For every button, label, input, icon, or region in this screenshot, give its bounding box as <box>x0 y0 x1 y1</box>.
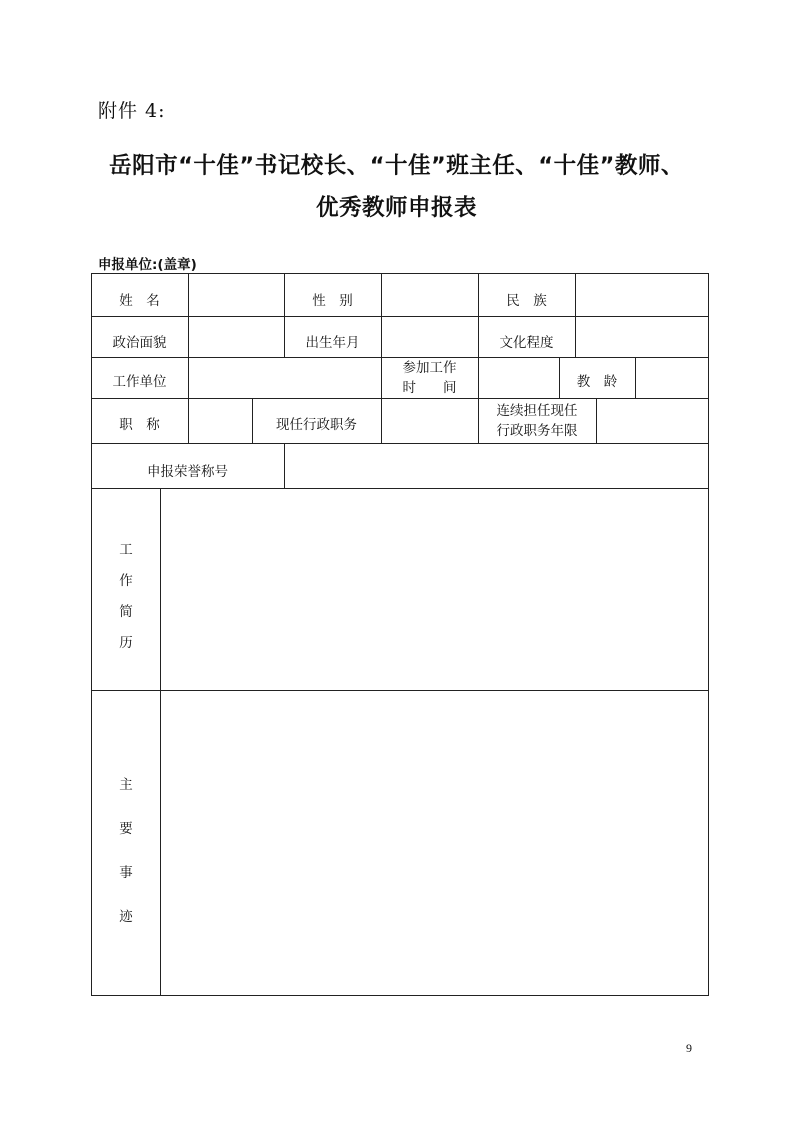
page-number: 9 <box>686 1041 692 1055</box>
achievements-char: 主 <box>119 777 133 793</box>
honor-label: 申报荣誉称号 <box>147 464 228 480</box>
resume-char: 工 <box>119 542 133 558</box>
achievements-char: 迹 <box>119 909 133 925</box>
resume-char: 作 <box>119 573 133 589</box>
form-title-line2: 优秀教师申报表 <box>315 195 477 221</box>
form-title-line1: 岳阳市“十佳”书记校长、“十佳”班主任、“十佳”教师、 <box>109 153 684 179</box>
position-years-label-line1: 连续担任现任 <box>496 403 578 419</box>
position-years-label-line2: 行政职务年限 <box>496 423 578 439</box>
resume-char: 历 <box>119 635 133 651</box>
work-start-date-label-line1: 参加工作 <box>402 360 457 376</box>
ethnicity-label: 民 族 <box>506 293 547 309</box>
gender-label: 性 别 <box>312 293 353 309</box>
work-unit-label: 工作单位 <box>112 374 167 390</box>
current-position-label: 现任行政职务 <box>276 417 357 433</box>
name-label: 姓 名 <box>119 293 160 309</box>
applicant-unit-label: 申报单位:(盖章) <box>98 257 197 273</box>
political-status-label: 政治面貌 <box>112 335 167 351</box>
resume-label <box>116 538 136 662</box>
education-label: 文化程度 <box>499 335 554 351</box>
achievements-char: 要 <box>119 821 133 837</box>
position-years-label <box>478 401 596 441</box>
work-start-date-label <box>381 358 478 398</box>
teaching-years-label: 教 龄 <box>576 374 618 390</box>
professional-title-label: 职 称 <box>119 417 160 433</box>
work-start-date-label-line2: 时 间 <box>402 380 457 396</box>
attachment-number: 附件 4: <box>98 100 166 122</box>
achievements-char: 事 <box>119 865 133 881</box>
achievements-label <box>116 773 136 949</box>
resume-char: 简 <box>119 604 133 620</box>
birth-date-label: 出生年月 <box>305 335 360 351</box>
